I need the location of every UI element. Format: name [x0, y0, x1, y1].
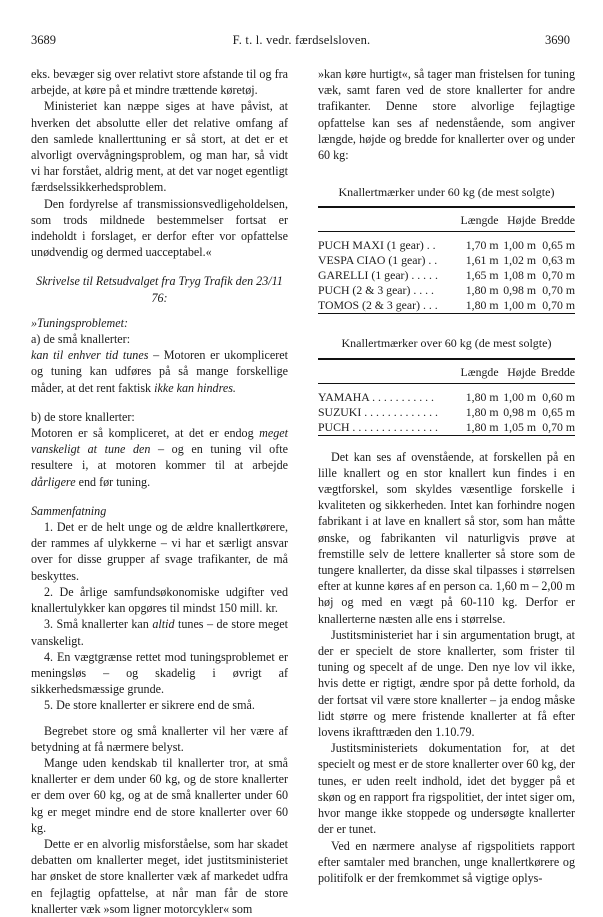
paragraph: Begrebet store og små knallerter vil her være af betydning at få nærmere belyst. [31, 723, 288, 754]
running-title: F. t. l. vedr. færdselsloven. [232, 33, 371, 47]
paragraph: kan til enhver tid tunes – Motoren er ukompliceret og tuning kan udføres på så mange forskellige måder, at det rent faktisk ikke kan hindres. [31, 348, 288, 395]
paragraph: »kan køre hurtigt«, så tager man fristelsen for tuning væk, samt faren ved de store knallerter for andre trafikanter. Denne store alvorlige fejlagtige opfattelse kan ses af nedenstående, som angiver længde, højde og bredde for knallerter over og under 60 kg: [318, 67, 575, 163]
table-row: PUCH . . . . . . . . . . . . . . . 1,80 m 1,05 m 0,70 m [318, 419, 575, 434]
summary-item: 5. De store knallerter er sikrere end de små. [44, 698, 255, 713]
column-header: Højde [499, 213, 536, 232]
paragraph: Justitsministeriets dokumentation for, at det specielt og mest er de store knallerter over 60 kg, der tunes, er uden reelt indhold, idet det bygger på et skøn og en rapport fra rigspolitiet, der intet siger om, hvor mange ikke stoppede og undersøgte knallerter der er tunet. [318, 741, 575, 837]
paragraph: Justitsministeriet har i sin argumentation brugt, at der er specielt de store knallerter, som frister til tuning og specelt af de unge. Den nye lov vil ikke, hvis dette er rigtigt, ændre spor på dette forhold, da der fortsat vil være store knallerter – ja endog måske lidt større og mere fristende knallerter at få efter lovens ikrafttræden den 1.10.79. [318, 627, 575, 740]
paragraph: Den fordyrelse af transmissionsvedligeholdelsen, som trods mildnede bestemmelser fortsat er indeholdt i forslaget, er derfor efter vor opfattelse unødvendig og dermed uacceptabel.« [31, 196, 288, 260]
table-row: SUZUKI . . . . . . . . . . . . . 1,80 m 0,98 m 0,65 m [318, 404, 575, 419]
column-header: Længde [455, 213, 498, 232]
right-column [318, 66, 575, 886]
paragraph: Dette er en alvorlig misforståelse, som har skadet debatten om knallerter meget, idet justitsministeriet har ønsket de store knallerter væk af markedet udfra en fejlagtig opfattelse, at når man får de store knallerter væk »som ligner motorcykler« som [31, 836, 288, 916]
paragraph: Ved en nærmere analyse af rigspolitiets rapport efter samtaler med branchen, unge knallertkørere og politifolk er der fremkommet så vigtige oplys- [318, 838, 575, 885]
summary-item: 1. Det er de helt unge og de ældre knallertkørere, der rammes af ulykkerne – vi har et særligt ansvar over for disse grupper af svage trafikanter, de må beskyttes. [31, 520, 288, 583]
quote-title: »Tuningsproblemet: [31, 315, 128, 330]
table-row: GARELLI (1 gear) . . . . . 1,65 m 1,08 m 0,70 m [318, 268, 575, 283]
emphasis: meget vanskeligt at tune den [31, 426, 288, 457]
item-label: b) de store knallerter: [31, 409, 135, 424]
table-over-60kg [318, 358, 575, 436]
table-row: VESPA CIAO (1 gear) . . 1,61 m 1,02 m 0,63 m [318, 253, 575, 268]
paragraph: Motoren er så kompliceret, at det er endog meget vanskeligt at tune den – og en tuning vil ofte resultere i, at motoren kommer til at arbejde dårligere end før tuning. [31, 426, 288, 489]
emphasis: altid [152, 617, 175, 632]
column-header: Bredde [536, 213, 575, 232]
summary-heading: Sammenfatning [31, 503, 107, 518]
table-row: PUCH MAXI (1 gear) . . 1,70 m 1,00 m 0,65 m [318, 238, 575, 253]
table-under-60kg [318, 206, 575, 314]
emphasis: kan til enhver tid tunes [31, 348, 149, 363]
column-header: Længde [455, 365, 498, 384]
summary-item: 3. Små knallerter kan altid tunes – de store meget vanskeligt. [31, 617, 288, 648]
column-header: Bredde [536, 365, 575, 384]
section-heading: Skrivelse til Retsudvalget fra Tryg Trafik den 23/11 76: [36, 274, 283, 305]
emphasis: ikke kan hindres. [154, 380, 236, 395]
item-label: a) de små knallerter: [31, 332, 131, 347]
table-row: TOMOS (2 & 3 gear) . . . 1,80 m 1,00 m 0,70 m [318, 298, 575, 313]
paragraph: eks. bevæger sig over relativt store afstande til og fra arbejde, at køre på et mindre trættende køretøj. [31, 67, 288, 98]
left-column [31, 66, 288, 917]
table-title: Knallertmærker over 60 kg (de mest solgte) [341, 336, 552, 351]
column-header: Højde [499, 365, 536, 384]
right-page-number: 3690 [545, 33, 570, 47]
summary-item: 2. De årlige samfundsøkonomiske udgifter ved knallertulykker kan opgøres til mindst 150 mill. kr. [31, 584, 288, 616]
table-title: Knallertmærker under 60 kg (de mest solgte) [338, 185, 555, 200]
emphasis: dårligere [31, 474, 76, 489]
paragraph: Mange uden kendskab til knallerter tror, at små knallerter er dem under 60 kg, og de store knallerter er dem over 60 kg, og at de små knallerter under 60 kg er meget mindre end de store knallerter over 60 kg. [31, 755, 288, 835]
table-row: PUCH (2 & 3 gear) . . . . 1,80 m 0,98 m 0,70 m [318, 283, 575, 298]
table-row: YAMAHA . . . . . . . . . . . 1,80 m 1,00 m 0,60 m [318, 389, 575, 404]
left-page-number: 3689 [31, 33, 56, 47]
paragraph: Det kan ses af ovenstående, at forskellen på en lille knallert og en stor knallert kun findes i en vægtforskel, som skyldes væsentlige forskelle i kvaliteten og sikkerheden. Intet kan forhindre nogen fabrikant i at lave en knallert så stor, som han måtte ønske, og fabrikanten vil naturligvis prøve at fremstille selv de lettere knallerter så store som de tungere knallerter, da disse skal tilpasses i størrelsen efter at kunne køres af en person ca. 1,60 m – 2,00 m høj og med en vægt på 60-110 kg. Derfor er knallerterne næsten alle ens i størrelse. [318, 449, 575, 626]
summary-item: 4. En vægtgrænse rettet mod tuningsproblemet er meningsløs – og skadelig i øvrigt af sikkerhedsmæssige grunde. [31, 649, 288, 697]
paragraph: Ministeriet kan næppe siges at have påvist, at hverken det absolutte eller det relative omfang af den samlede knallerttuning er så stort, at det er et alvorligt overvågningsproblem, og man har, så vidt vi har forstået, aldrig ment, at det var noget egentligt færdselssikkerhedsproblem. [31, 99, 288, 195]
